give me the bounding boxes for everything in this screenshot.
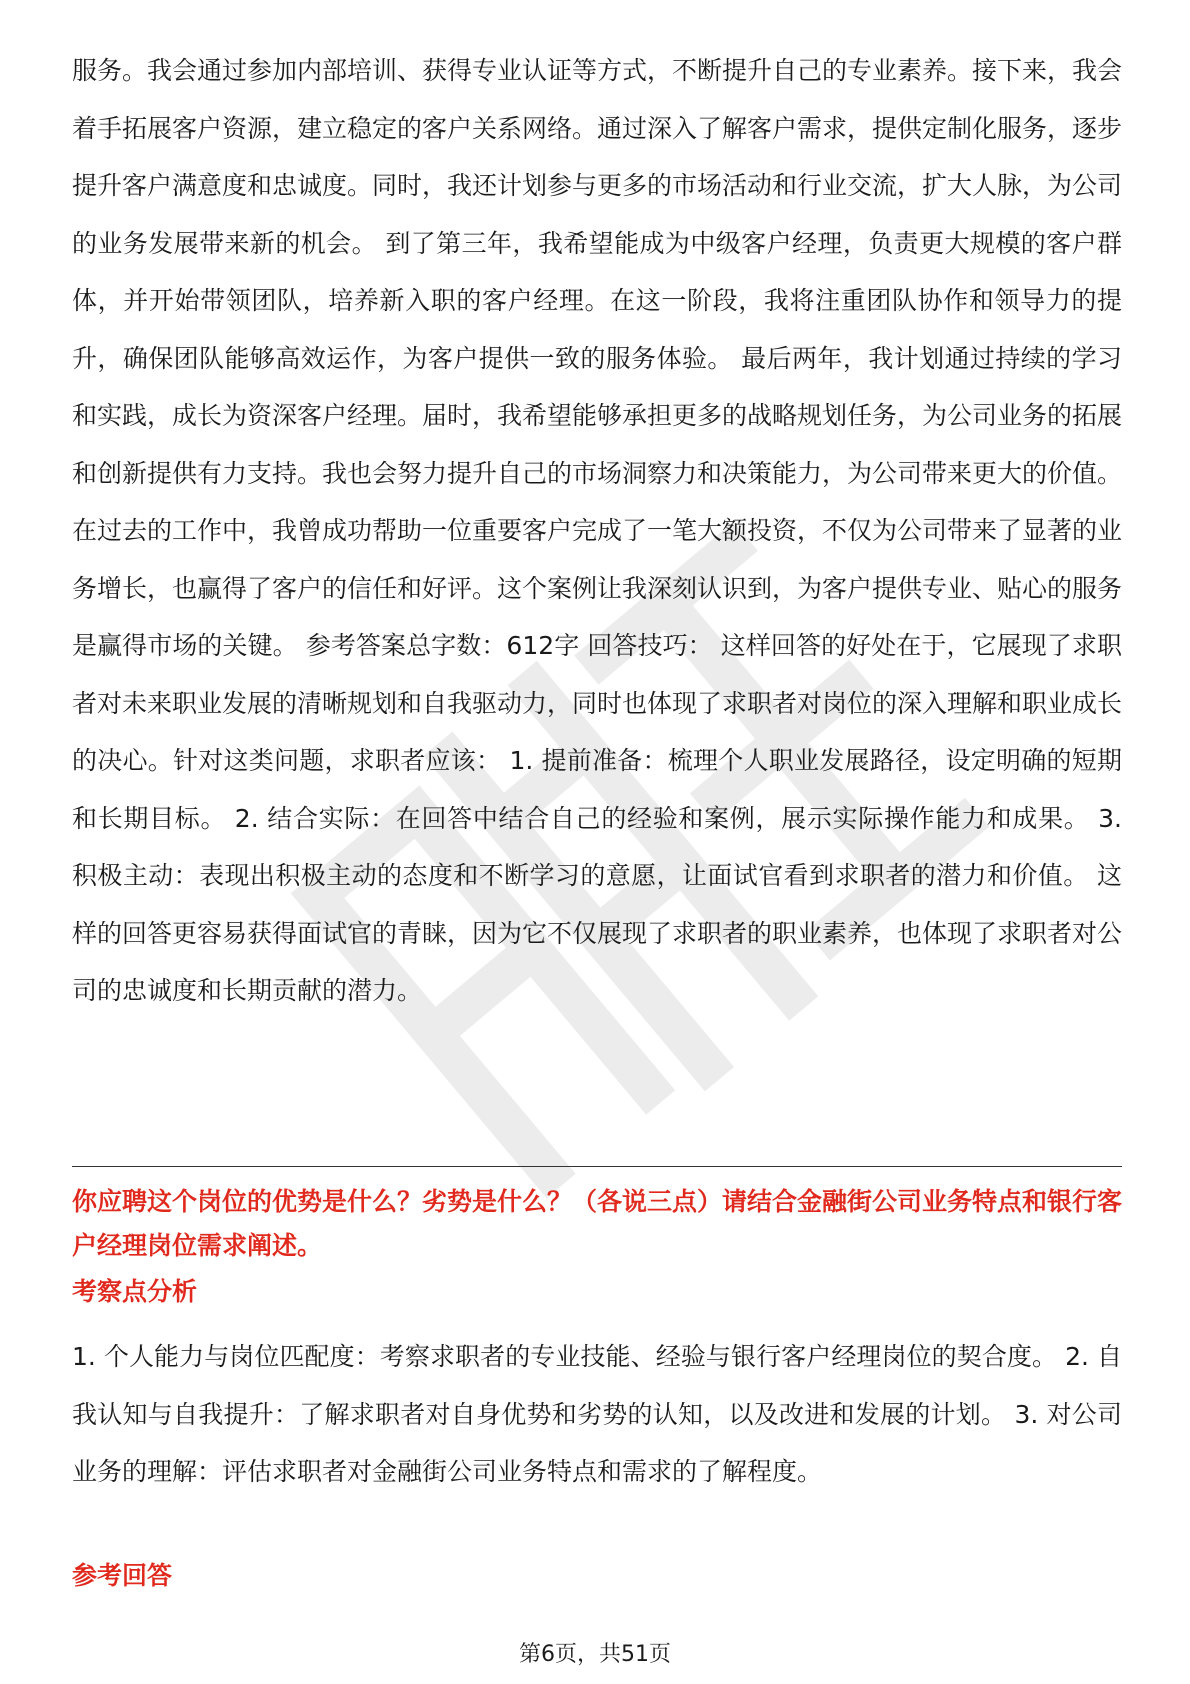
analysis-heading: 考察点分析 xyxy=(72,1277,198,1306)
page-footer: 第6页，共51页 xyxy=(519,1642,671,1667)
reference-heading: 参考回答 xyxy=(72,1561,173,1590)
question-heading: 你应聘这个岗位的优势是什么？劣势是什么？（各说三点）请结合金融街公司业务特点和银行客户经理岗位需求阐述。 xyxy=(72,1187,1123,1260)
body-paragraph: 服务。我会通过参加内部培训、获得专业认证等方式，不断提升自己的专业素养。接下来，我会着手拓展客户资源，建立稳定的客户关系网络。通过深入了解客户需求，提供定制化服务，逐步提升客户满意度和忠诚度。同时，我还计划参与更多的市场活动和行业交流，扩大人脉，为公司的业务发展带来新的机会。 到了第三年，我希望能成为中级客户经理，负责更大规模的客户群体，并开始带领团队，培养新入职的客户经理。在这一阶段，我将注重团队协作和领导力的提升，确保团队能够高效运作，为客户提供一致的服务体验。 最后两年，我计划通过持续的学习和实践，成长为资深客户经理。届时，我希望能够承担更多的战略规划任务，为公司业务的拓展和创新提供有力支持。我也会努力提升自己的市场洞察力和决策能力，为公司带来更大的价值。 在过去的工作中，我曾成功帮助一位重要客户完成了一笔大额投资，不仅为公司带来了显著的业务增长，也赢得了客户的信任和好评。这个案例让我深刻认识到，为客户提供专业、贴心的服务是赢得市场的关键。 参考答案总字数：612字 回答技巧： 这样回答的好处在于，它展现了求职者对未来职业发展的清晰规划和自我驱动力，同时也体现了求职者对岗位的深入理解和职业成长的决心。针对这类问题，求职者应该： 1. 提前准备：梳理个人职业发展路径，设定明确的短期和长期目标。 2. 结合实际：在回答中结合自己的经验和案例，展示实际操作能力和成果。 3. 积极主动：表现出积极主动的态度和不断学习的意愿，让面试官看到求职者的潜力和价值。 这样的回答更容易获得面试官的青睐，因为它不仅展现了求职者的职业素养，也体现了求职者对公司的忠诚度和长期贡献的潜力。 xyxy=(72,56,1123,1005)
analysis-text: 1. 个人能力与岗位匹配度：考察求职者的专业技能、经验与银行客户经理岗位的契合度。 2. 自我认知与自我提升：了解求职者对自身优势和劣势的认知，以及改进和发展的计划。 3. 对公司业务的理解：评估求职者对金融街公司业务特点和需求的了解程度。 xyxy=(72,1342,1122,1486)
document-body xyxy=(72,42,1122,1020)
section-divider xyxy=(72,1166,1122,1167)
